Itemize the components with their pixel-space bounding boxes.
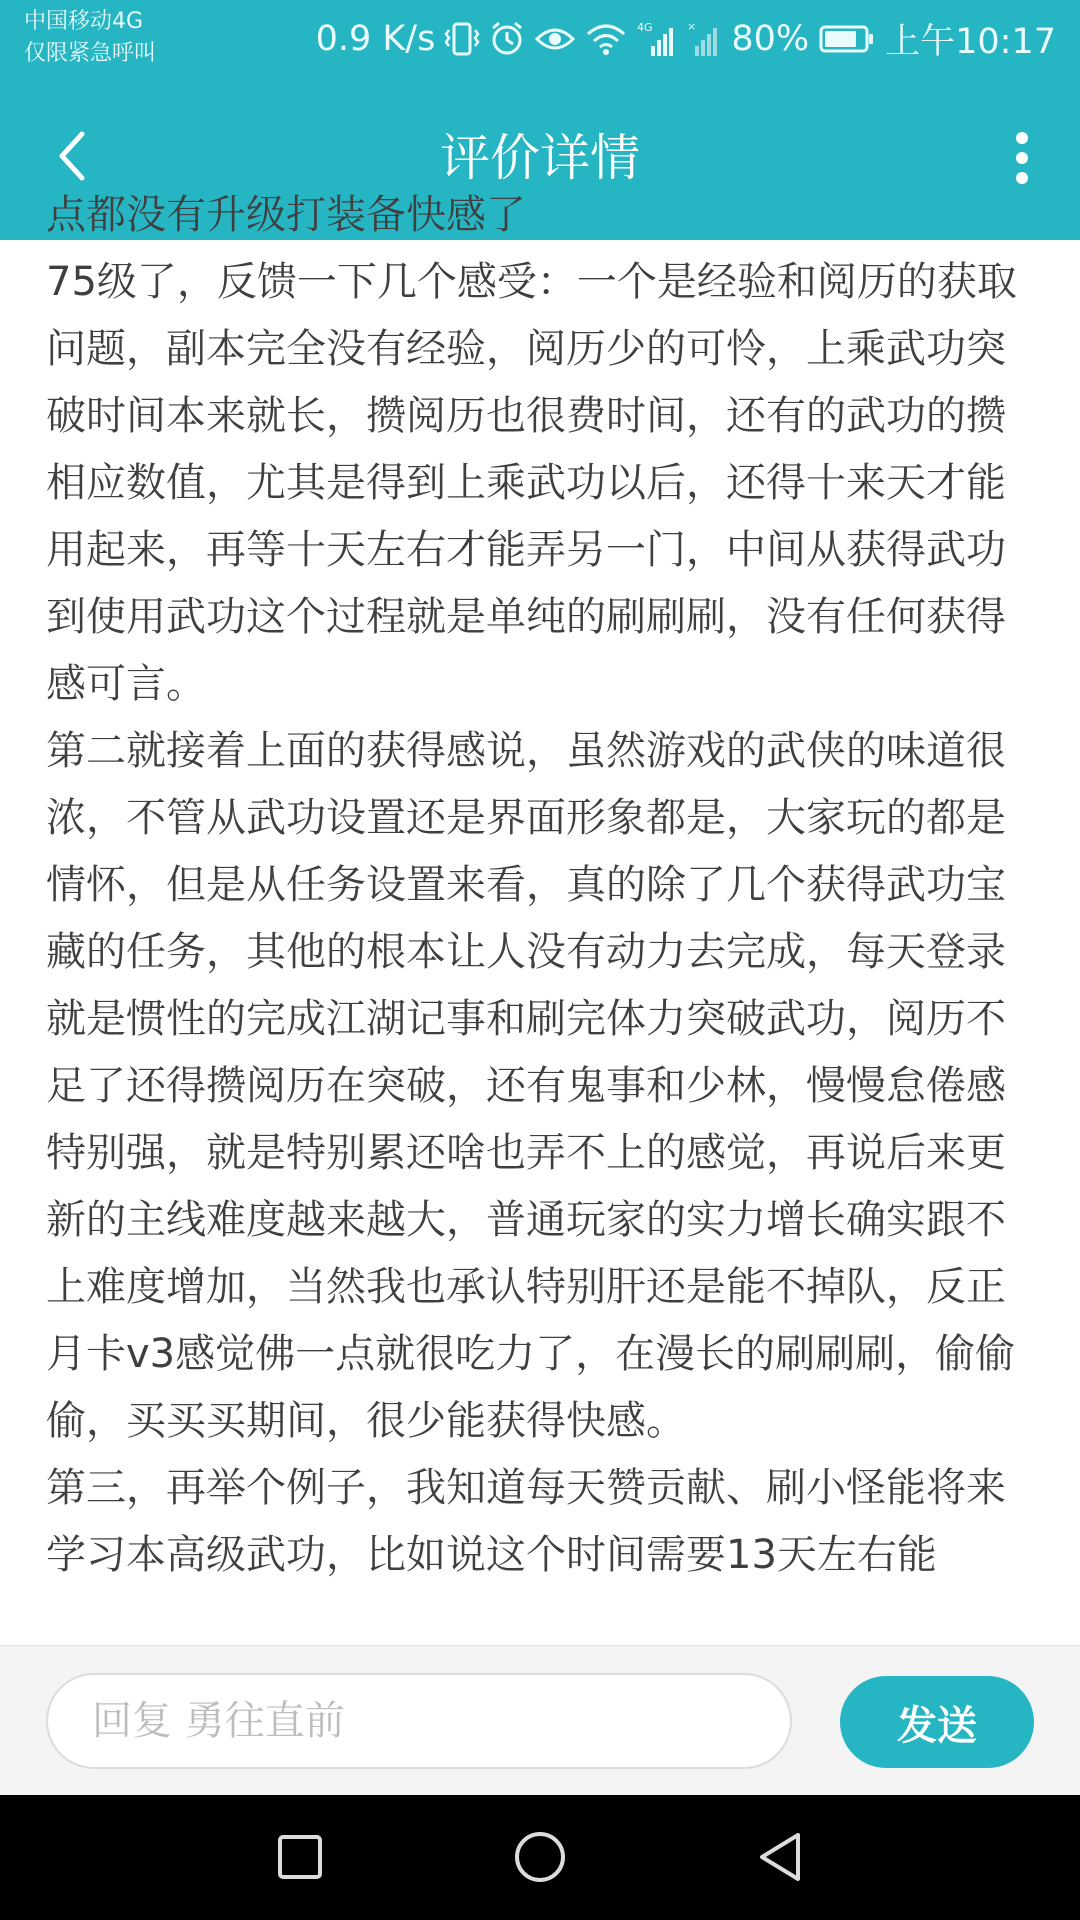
clock: 上午10:17 xyxy=(885,22,1056,62)
home-button[interactable] xyxy=(508,1825,572,1889)
reply-bar xyxy=(0,1645,1080,1796)
send-button[interactable]: 发送 xyxy=(840,1676,1034,1768)
recents-square-icon xyxy=(276,1833,324,1881)
battery-percent: 80% xyxy=(731,19,810,59)
svg-text:4G: 4G xyxy=(637,21,653,34)
svg-text:×: × xyxy=(687,20,697,33)
carrier-name: 中国移动4G xyxy=(24,9,144,34)
review-body: 点都没有升级打装备快感了 75级了，反馈一下几个感受：一个是经验和阅历的获取问题，副本完全没有经验，阅历少的可怜，上乘武功突破时间本来就长，攒阅历也很费时间，还有的武功的攒相应数值，尤其是得到上乘武功以后，还得十来天才能用起来，再等十天左右才能弄另一门，中间从获得武功到使用武功这个过程就是单纯的刷刷刷，没有任何获得感可言。 第二就接着上面的获得感说，虽然游戏的武侠的味道很浓，不管从武功设置还是界面形象都是，大家玩的都是情怀，但是从任务设置来看，真的除了几个获得武功宝藏的任务，其他的根本让人没有动力去完成，每天登录就是惯性的完成江湖记事和刷完体力突破武功，阅历不足了还得攒阅历在突破，还有鬼事和少林，慢慢怠倦感特别强，就是特别累还啥也弄不上的感觉，再说后来更新的主线难度越来越大，普通玩家的实力增长确实跟不上难度增加，当然我也承认特别肝还是能不掉队，反正月卡v3感觉佛一点就很吃力了，在漫长的刷刷刷，偷偷偷，买买买期间，很少能获得快感。 第三，再举个例子，我知道每天赞贡献、刷小怪能将来学习本高级武功，比如说这个时间需要13天左右能 xyxy=(46,192,1017,1578)
signal-no-service-icon xyxy=(687,20,721,58)
eye-comfort-icon xyxy=(535,24,575,54)
wifi-icon xyxy=(585,22,627,56)
reply-input[interactable] xyxy=(46,1673,792,1769)
home-circle-icon xyxy=(512,1829,568,1885)
back-nav-button[interactable] xyxy=(748,1825,812,1889)
chevron-left-icon xyxy=(52,128,92,184)
signal-4g-icon xyxy=(637,20,677,58)
review-scroll-area[interactable] xyxy=(0,192,1080,1645)
page-title: 评价详情 xyxy=(440,129,640,187)
battery-icon xyxy=(819,24,875,54)
recents-button[interactable] xyxy=(268,1825,332,1889)
alarm-icon xyxy=(489,20,525,58)
system-nav-bar xyxy=(0,1795,1080,1920)
back-triangle-icon xyxy=(754,1829,806,1885)
carrier-info xyxy=(24,6,156,70)
emergency-only-text: 仅限紧急呼叫 xyxy=(24,41,157,66)
status-indicators xyxy=(316,14,1056,64)
vibrate-icon xyxy=(445,20,479,58)
status-bar xyxy=(0,0,1080,80)
net-speed: 0.9 K/s xyxy=(315,19,436,59)
more-vertical-icon xyxy=(1012,130,1032,186)
